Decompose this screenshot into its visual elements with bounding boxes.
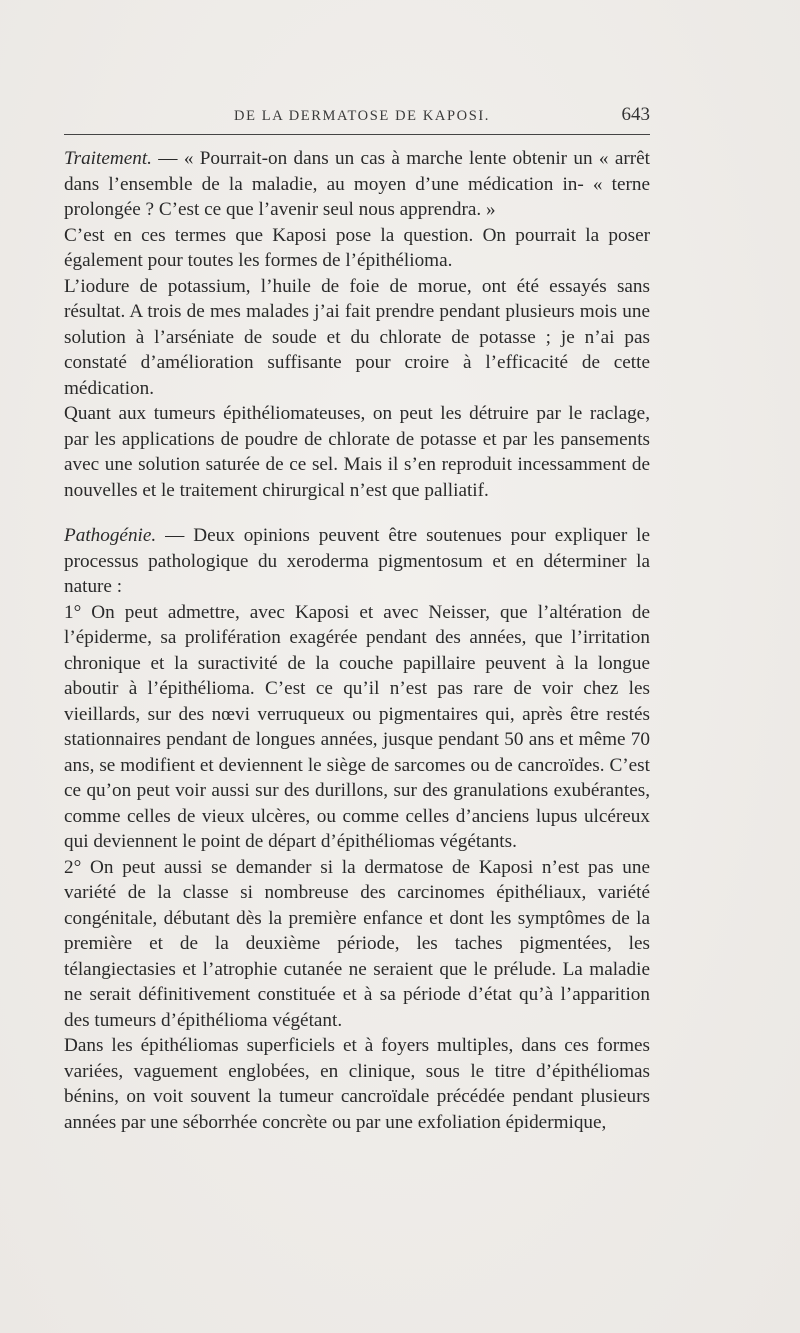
paragraph-text: Dans les épithéliomas superficiels et à foyers multiples, dans ces formes variées, vaguement englobées, en clinique, sous le titre d’épithéliomas bénins, on voit souvent la tumeur cancroïdale précédée pendant plusieurs années par une séborrhée concrète ou par une exfoliation épidermique, (64, 1035, 650, 1133)
paragraph-text: — « Pourrait-on dans un cas à marche lente obtenir un « arrêt dans l’ensemble de la maladie, au moyen d’une médication in- « terne prolongée ? C’est ce que l’avenir seul nous apprendra. » (64, 148, 650, 220)
header-rule (64, 134, 650, 135)
paragraph-text: Quant aux tumeurs épithéliomateuses, on peut les détruire par le raclage, par les applications de poudre de chlorate de potasse et par les pansements avec une solution saturée de ce sel. Mais il s’en reproduit incessamment de nouvelles et le traitement chirurgical n’est que palliatif. (64, 403, 650, 501)
running-head (64, 104, 650, 128)
section-heading-traitement: Traitement. (64, 148, 152, 169)
paragraph (64, 600, 650, 855)
paragraph-text: C’est en ces termes que Kaposi pose la question. On pourrait la poser également pour toutes les formes de l’épithélioma. (64, 224, 650, 271)
paragraph (64, 1033, 650, 1135)
paragraph-text: 1° On peut admettre, avec Kaposi et avec Neisser, que l’altération de l’épiderme, sa prolifération exagérée pendant des années, que l’irritation chronique et la suractivité de la couche papillaire peuvent à la longue aboutir à l’épithélioma. C’est ce qu’il n’est pas rare de voir chez les vieillards, sur des nœvi verruqueux ou pigmentaires qui, après être restés stationnaires pendant de longues années, jusque pendant 50 ans et même 70 ans, se modifient et deviennent le siège de sarcomes ou de cancroïdes. C’est ce qu’on peut voir aussi sur des durillons, sur des granulations exubérantes, comme celles de vieux ulcères, ou comme celles d’anciens lupus ulcéreux qui deviennent le point de départ d’épithéliomas végétants. (64, 601, 650, 852)
paragraph (64, 274, 650, 402)
section-heading-pathogenie: Pathogénie. (64, 525, 157, 546)
paragraph (64, 855, 650, 1034)
paragraph-text: L’iodure de potassium, l’huile de foie de morue, ont été essayés sans résultat. A trois de mes malades j’ai fait prendre pendant plusieurs mois une solution à l’arséniate de soude et du chlorate de potasse ; je n’ai pas constaté d’amélioration suffisante pour croire à l’efficacité de cette médication. (64, 275, 650, 399)
paragraph (64, 401, 650, 503)
paragraph-text: 2° On peut aussi se demander si la dermatose de Kaposi n’est pas une variété de la classe si nombreuse des carcinomes épithéliaux, variété congénitale, débutant dès la première enfance et dont les symptômes de la première et de la deuxième période, les taches pigmentées, les télangiectasies et l’atrophie cutanée ne seraient que le prélude. La maladie ne serait définitivement constituée et à sa période d’état qu’à l’apparition des tumeurs d’épithélioma végétant. (64, 856, 650, 1031)
paragraph-traitement (64, 146, 650, 223)
page-number: 643 (621, 104, 650, 125)
body-text (64, 146, 650, 1135)
running-title: DE LA DERMATOSE DE KAPOSI. (234, 108, 491, 124)
paragraph (64, 223, 650, 274)
paragraph-text: — Deux opinions peuvent être soutenues pour expliquer le processus pathologique du xeroderma pigmentosum et en déterminer la nature : (64, 525, 650, 597)
paragraph-pathogenie (64, 523, 650, 600)
